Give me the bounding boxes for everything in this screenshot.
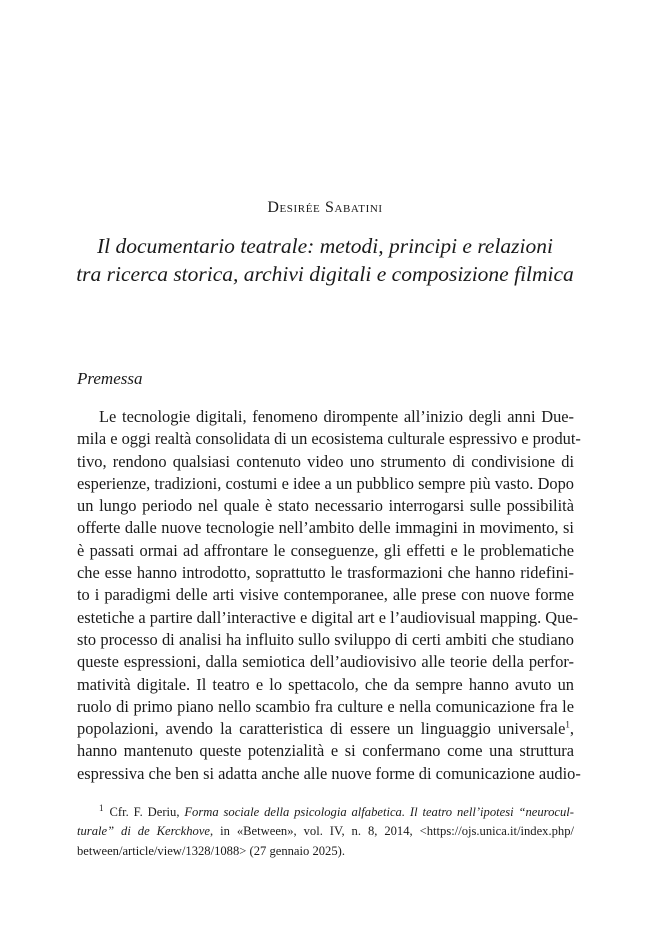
body-line: mila e oggi realtà consolidata di un ecosistema culturale espressivo e produt-: [77, 429, 581, 449]
body-line: [77, 718, 574, 740]
body-line-text: popolazioni, avendo la caratteristica di essere un linguaggio universale: [77, 719, 566, 739]
body-paragraph: [77, 406, 581, 785]
body-line: Le tecnologie digitali, fenomeno dirompente all’inizio degli anni Due-: [99, 407, 574, 426]
footnote-reference[interactable]: 1: [565, 719, 570, 730]
title-line: tra ricerca storica, archivi digitali e composizione filmica: [76, 262, 574, 286]
author-name: Desirée Sabatini: [267, 199, 383, 216]
body-line-punct: ,: [569, 719, 574, 739]
body-line: estetiche a partire dall’interactive e digital art e l’audiovisual mapping. Que-: [77, 607, 579, 627]
body-line: esperienze, tradizioni, costumi e idee a un pubblico sempre più vasto. Dopo: [77, 473, 574, 493]
body-line: è passati ormai ad affrontare le conseguenze, gli effetti e le problematiche: [77, 540, 574, 560]
body-line: offerte dalle nuove tecnologie nell’ambito delle immagini in movimento, si: [77, 518, 574, 538]
footnote-line: between/article/view/1328/1088> (27 gennaio 2025).: [77, 843, 345, 858]
footnote-cited-title: turale” di de Kerckhove: [77, 824, 210, 839]
body-line: espressiva che ben si adatta anche alle nuove forme di comunicazione audio-: [77, 763, 581, 783]
body-line: sto processo di analisi ha influito sullo sviluppo di certi ambiti che studiano: [77, 629, 574, 649]
footnote-text: Cfr. F. Deriu,: [109, 805, 185, 819]
body-line: tivo, rendono qualsiasi contenuto video uno strumento di condivisione di: [77, 451, 574, 471]
body-line: hanno mantenuto queste potenzialità e si confermano come una struttura: [77, 741, 574, 761]
footnote-text: , in «Between», vol. IV, n. 8, 2014, <https://ojs.unica.it/index.php/: [210, 824, 574, 839]
body-line: queste espressioni, dalla semiotica dell’audiovisivo alle teorie della perfor-: [77, 652, 574, 672]
body-line: to i paradigmi delle arti visive contemporanee, alle prese con nuove forme: [77, 585, 574, 605]
body-line: ruolo di primo piano nello scambio fra culture e nella comunicazione fra le: [77, 696, 574, 716]
body-line: matività digitale. Il teatro e lo spettacolo, che da sempre hanno avuto un: [77, 674, 574, 694]
body-line: che esse hanno introdotto, soprattutto le trasformazioni che hanno ridefini-: [77, 563, 574, 583]
footnote-line: [77, 803, 574, 822]
footnote-number: 1: [99, 802, 104, 813]
chapter-title: [60, 232, 590, 288]
footnote-block: [77, 803, 574, 861]
body-line: un lungo periodo nel quale è stato necessario interrogarsi sulle possibilità: [77, 496, 574, 516]
footnote-cited-title: Forma sociale della psicologia alfabetica. Il teatro nell’ipotesi “neurocul-: [184, 805, 574, 819]
title-line: Il documentario teatrale: metodi, principi e relazioni: [96, 234, 553, 258]
section-heading: Premessa: [77, 369, 143, 388]
footnote-line: [77, 822, 574, 841]
